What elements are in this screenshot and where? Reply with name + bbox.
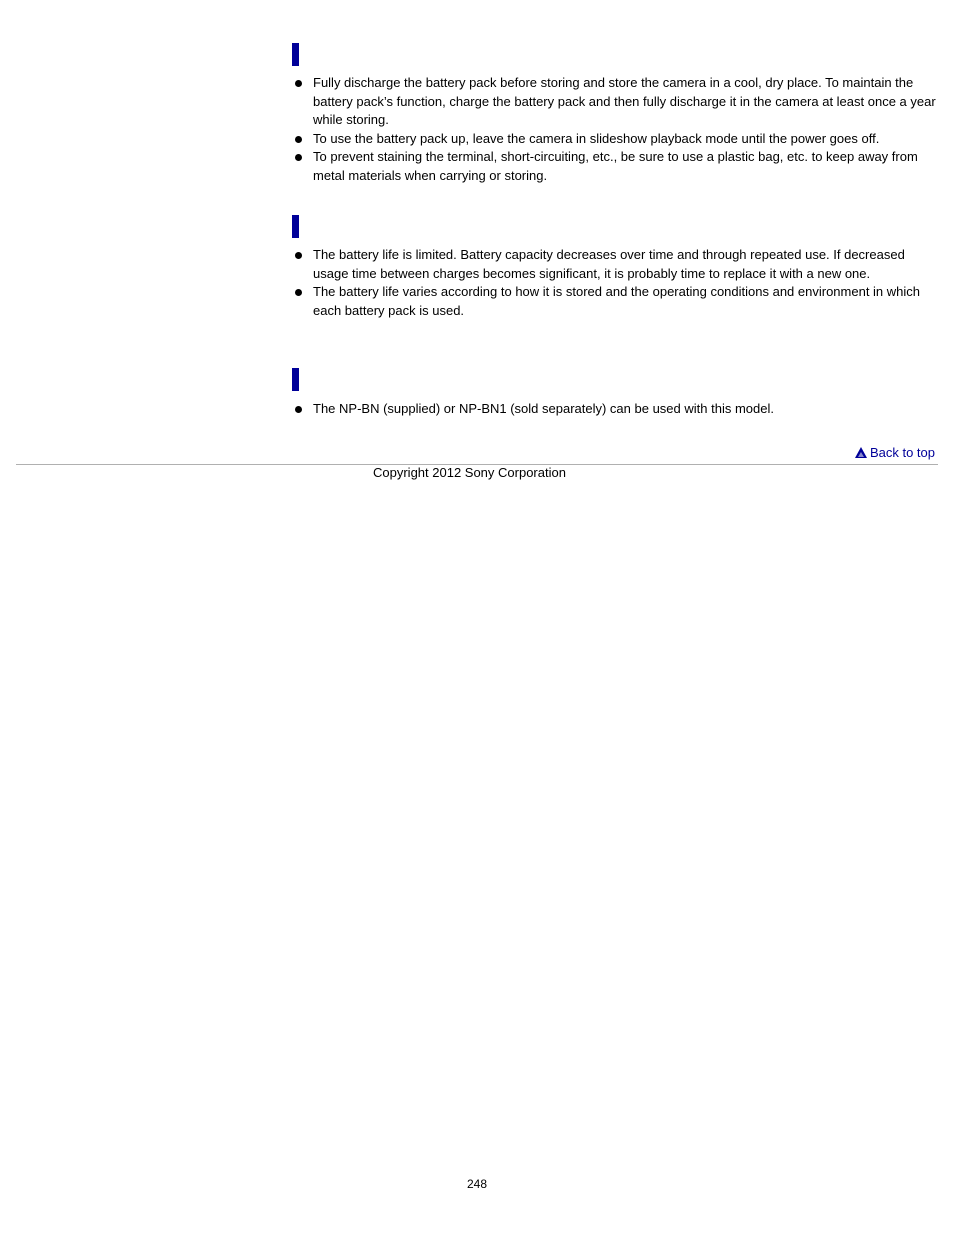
bullet-icon [295, 154, 302, 161]
page-number: 248 [466, 1177, 488, 1191]
list-item-text: The battery life varies according to how it is stored and the operating conditions and environment in which each battery pack is used. [313, 284, 921, 318]
section-heading-marker [292, 368, 299, 391]
section-battery-life [292, 215, 942, 320]
section-heading-marker [292, 215, 299, 238]
bullet-icon [295, 289, 302, 296]
list-item [292, 283, 942, 320]
section-compatible-battery [292, 368, 942, 419]
bullet-icon [295, 252, 302, 259]
bullet-list [292, 74, 942, 185]
list-item-text: To use the battery pack up, leave the camera in slideshow playback mode until the power goes off. [313, 130, 880, 146]
bullet-icon [295, 406, 302, 413]
list-item-text: Fully discharge the battery pack before storing and store the camera in a cool, dry place. To maintain the battery pack’s function, charge the battery pack and then fully discharge it in the camera at least once a year while storing. [313, 75, 936, 127]
section-storage [292, 43, 942, 185]
list-item [292, 74, 942, 130]
back-to-top-link[interactable] [855, 445, 935, 460]
list-item-text: To prevent staining the terminal, short-circuiting, etc., be sure to use a plastic bag, etc. to keep away from metal materials when carrying or storing. [313, 149, 918, 183]
bullet-list [292, 246, 942, 320]
back-to-top-label: Back to top [869, 445, 935, 460]
bullet-list [292, 400, 942, 419]
section-heading-marker [292, 43, 299, 66]
list-item-text: The NP-BN (supplied) or NP-BN1 (sold separately) can be used with this model. [313, 401, 774, 416]
copyright-text: Copyright 2012 Sony Corporation [373, 465, 566, 480]
bullet-icon [295, 80, 302, 87]
up-triangle-icon [855, 447, 867, 458]
list-item [292, 246, 942, 283]
list-item-text: The battery life is limited. Battery capacity decreases over time and through repeated use. If decreased usage time between charges becomes significant, it is probably time to replace it with a new one. [313, 247, 905, 281]
list-item [292, 148, 942, 185]
list-item [292, 400, 942, 419]
list-item [292, 130, 942, 149]
bullet-icon [295, 136, 302, 143]
